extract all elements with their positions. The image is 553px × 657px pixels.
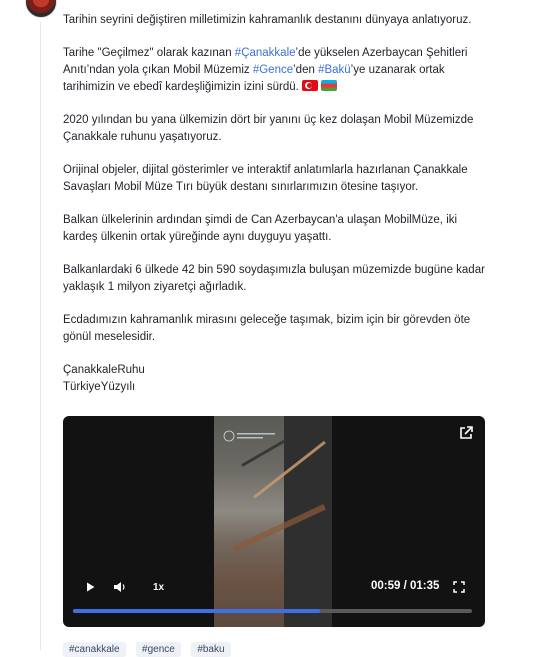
volume-icon[interactable] <box>113 581 127 593</box>
tag-chip[interactable]: #canakkale <box>63 642 126 657</box>
post-paragraph-2 <box>63 45 488 96</box>
hashtag-link[interactable]: #Çanakkale <box>234 47 296 59</box>
azerbaijan-flag-icon <box>321 80 337 91</box>
post-hashtags: ÇanakkaleRuhu TürkiyeYüzyılı <box>63 364 145 393</box>
thread-divider <box>40 22 41 650</box>
tag-chip[interactable]: #gence <box>136 642 181 657</box>
post-paragraph-5: Balkan ülkelerinin ardından şimdi de Can Azerbaycan'a ulaşan MobilMüze, iki kardeş ülkenin ortak yüreğinde aynı duyguyu yaşattı. <box>63 214 458 243</box>
tag-chip[interactable]: #baku <box>191 642 230 657</box>
hashtag-link[interactable]: #Bakü <box>318 64 351 76</box>
post-paragraph-6: Balkanlardaki 6 ülkede 42 bin 590 soydaşımızla buluşan müzemizde bugüne kadar yaklaşık 1 milyon ziyaretçi ağırladık. <box>63 264 485 293</box>
tag-list <box>63 639 237 657</box>
text-segment: ’de yükselen Azerbaycan Şehitleri Anıtı’ndan yola çıkan Mobil Müzemiz <box>63 47 468 76</box>
post-paragraph-4: Orijinal objeler, dijital gösterimler ve interaktif anlatımlarla hazırlanan Çanakkale Savaşları Mobil Müze Tırı büyük destanı sınırlarımızın ötesine taşıyor. <box>63 164 468 193</box>
text-segment: ’ye uzanarak ortak tarihimizin ve ebedî kardeşliğimizin izini sürdü. <box>63 64 445 93</box>
text-segment: ’den <box>293 64 319 76</box>
video-time: 00:59 / 01:35 <box>371 580 440 592</box>
video-controls <box>63 571 485 627</box>
text-segment: Tarihe "Geçilmez" olarak kazınan <box>63 47 235 59</box>
fullscreen-icon[interactable] <box>453 581 465 593</box>
video-player[interactable] <box>63 416 485 627</box>
post-paragraph-7: Ecdadımızın kahramanlık mirasını geleceğe taşımak, bizim için bir görevden öte gönül meselesidir. <box>63 314 471 343</box>
post-paragraph-3: 2020 yılından bu yana ülkemizin dört bir yanını üç kez dolaşan Mobil Müzemizde Çanakkale ruhunu yaşatıyoruz. <box>63 114 474 143</box>
video-progress-bar[interactable] <box>73 609 472 613</box>
avatar[interactable] <box>25 0 57 18</box>
play-icon[interactable] <box>84 581 96 593</box>
video-watermark-logo <box>222 428 282 450</box>
video-progress-fill <box>73 609 320 613</box>
playback-speed-button[interactable]: 1x <box>153 582 165 593</box>
hashtag-link[interactable]: #Gence <box>252 64 294 76</box>
post-body <box>63 12 488 412</box>
turkey-flag-icon <box>302 80 318 91</box>
post-paragraph-1: Tarihin seyrini değiştiren milletimizin kahramanlık destanını dünyaya anlatıyoruz. <box>63 14 472 26</box>
open-external-icon[interactable] <box>459 426 473 440</box>
